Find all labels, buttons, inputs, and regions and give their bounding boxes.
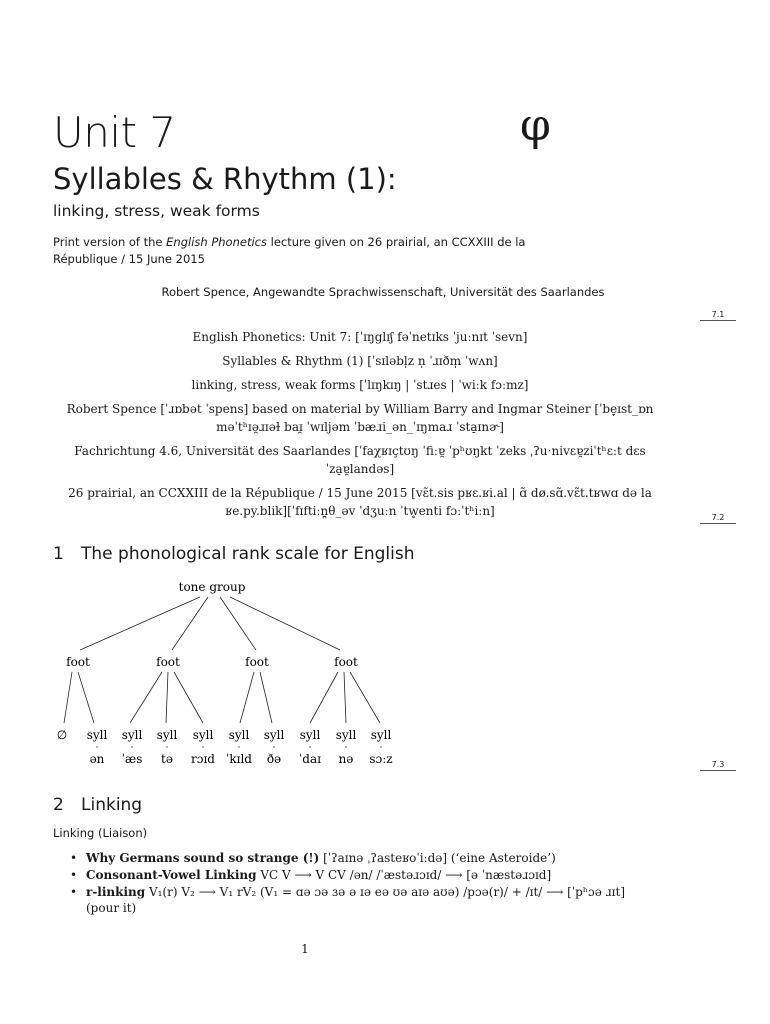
list-item xyxy=(70,850,650,866)
title-slide-line: Fachrichtung 4.6, Universität des Saarlandes [ˈfaχʁɪçtʊŋ ˈfiːɐ̯ ˈpʰʊŋkt ˈzeks ˌʔuˑnivɛɐ̯ziˈtʰɛːt dɛs ˈza̠ɐ̯landəs] xyxy=(74,444,646,476)
slide-marker: 7.3 xyxy=(700,760,736,771)
bullet-heading: r-linking xyxy=(86,885,146,899)
tree-edges xyxy=(64,597,380,723)
tree-syllable-label: ∅ xyxy=(56,728,68,742)
section-number: 1 xyxy=(53,544,64,564)
linking-bullet-list xyxy=(70,850,650,917)
bullet-heading: Why Germans sound so strange (!) xyxy=(86,851,320,865)
rank-scale-tree xyxy=(0,575,770,775)
list-item xyxy=(70,884,650,916)
tree-syllable-label: syll xyxy=(370,728,392,742)
tree-foot-label: foot xyxy=(66,655,90,669)
tree-syllable-label: syll xyxy=(335,728,357,742)
print-note-prefix: Print version of the xyxy=(53,235,167,249)
tree-syllable-label: syll xyxy=(228,728,250,742)
print-note xyxy=(53,234,593,268)
title-slide-line: Syllables & Rhythm (1) [ˈsɪləbl̩z n̩ ˈɹɪðm̩ ˈwʌn] xyxy=(222,354,498,368)
section-heading xyxy=(53,544,415,564)
tree-transcription: sɔːz xyxy=(369,752,393,766)
linking-label: Linking (Liaison) xyxy=(53,826,148,840)
tree-transcription: rɔɪd xyxy=(191,752,215,766)
tree-syllable-label: syll xyxy=(156,728,178,742)
tree-transcription: ˈæs xyxy=(121,752,143,766)
page-number: 1 xyxy=(301,942,309,956)
bullet-text: [ˈʔaɪnə ˌʔasteʁoˈiːdə] (‘eine Asteroide’) xyxy=(319,851,556,865)
section-heading xyxy=(53,795,142,815)
print-note-suffix: lecture given on 26 prairial, an CCXXIII de la République / 15 June 2015 xyxy=(53,235,526,266)
unit-topics: linking, stress, weak forms xyxy=(53,202,260,220)
tree-syllable-label: syll xyxy=(299,728,321,742)
tree-transcription: ən xyxy=(89,752,105,766)
list-item xyxy=(70,867,650,883)
tree-foot-label: foot xyxy=(156,655,180,669)
title-slide-line: Robert Spence [ˈɹɒbət ˈspens] based on material by William Barry and Ingmar Steiner [ˈbe̞ɪst_ɒn məˈtʰɪə̯ɹɪəɫ baɪ̯ ˈwɪljəm ˈbæɹi_ən_ˈɪŋmaɹ ˈsta̠ɪnɚ] xyxy=(66,402,654,434)
section-number: 2 xyxy=(53,795,64,815)
tree-syllable-label: syll xyxy=(86,728,108,742)
slide-marker: 7.2 xyxy=(700,513,736,524)
phi-logo: φ xyxy=(520,100,551,151)
tree-syllable-label: syll xyxy=(263,728,285,742)
title-slide-line: linking, stress, weak forms [ˈlɪŋkɪŋ | ˈstɹes | ˈwiːk fɔːmz] xyxy=(191,378,529,392)
bullet-heading: Consonant-Vowel Linking xyxy=(86,868,257,882)
bullet-text: V₁(r) V₂ ⟶ V₁ rV₂ (V₁ = ɑə ɔə ɜə ə ɪə eə ʊə aɪə aʊə) /pɔə(r)/ + /ɪt/ ⟶ [ˈpʰɔə ɹɪt] (pour it) xyxy=(86,885,626,915)
tree-root-label: tone group xyxy=(178,580,246,594)
title-slide-line: English Phonetics: Unit 7: [ˈɪŋglɪʃ fəˈnetɪks ˈjuːnɪt ˈsevn] xyxy=(192,330,528,344)
print-note-course: English Phonetics xyxy=(166,235,267,249)
tree-foot-label: foot xyxy=(245,655,269,669)
unit-subtitle: Syllables & Rhythm (1): xyxy=(53,162,397,196)
section-title: The phonological rank scale for English xyxy=(81,544,415,564)
slide-marker: 7.1 xyxy=(700,310,736,321)
unit-title: Unit 7 xyxy=(53,108,176,157)
tree-transcription: nə xyxy=(338,752,354,766)
bullet-text: VC V ⟶ V CV /ən/ /ˈæstəɹɔɪd/ ⟶ [ə ˈnæstəɹɔɪd] xyxy=(256,868,552,882)
tree-transcription: tə xyxy=(161,752,173,766)
title-slide-line: 26 prairial, an CCXXIII de la République / 15 June 2015 [vɛ̃t.sis pʁɛ.ʁi.al | ɑ̃ dø.sɑ̃.vɛ̃t.tʁwɑ də la ʁe.py.blik][ˈfɪftiːn̪θ_əv ˈdʒuːn ˈtw̥enti fɔːˈtʰiːn] xyxy=(68,486,652,518)
tree-transcription: ˈdaɪ xyxy=(299,752,321,766)
tree-transcription: ˈkɪld xyxy=(226,752,252,766)
tree-syllable-label: syll xyxy=(192,728,214,742)
tree-syllable-dots xyxy=(96,746,381,747)
tree-transcription: ðə xyxy=(266,752,282,766)
tree-syllable-label: syll xyxy=(121,728,143,742)
title-slide xyxy=(60,328,660,526)
author-line: Robert Spence, Angewandte Sprachwissenschaft, Universität des Saarlandes xyxy=(161,285,605,299)
tree-foot-label: foot xyxy=(334,655,358,669)
section-title: Linking xyxy=(81,795,143,815)
